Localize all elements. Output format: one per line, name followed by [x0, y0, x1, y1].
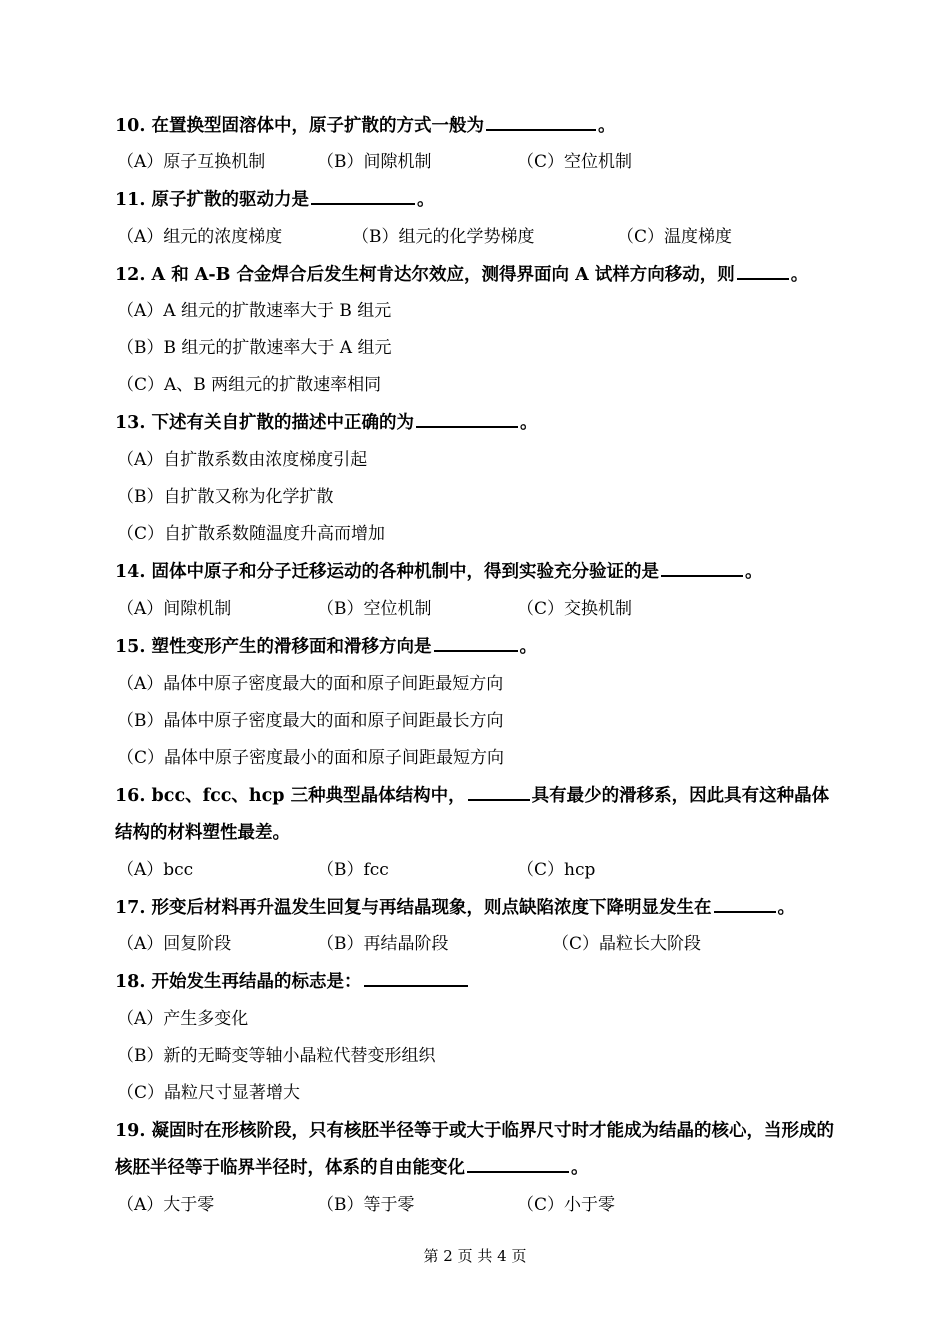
- option-b[interactable]: （B）新的无畸变等轴小晶粒代替变形组织: [117, 1046, 436, 1066]
- question-stem: 固体中原子和分子迁移运动的各种机制中，得到实验充分验证的是: [151, 562, 660, 582]
- answer-blank[interactable]: [661, 574, 743, 577]
- option-b[interactable]: （B）组元的化学势梯度: [352, 227, 535, 247]
- option-a[interactable]: （A）回复阶段: [117, 934, 232, 954]
- option-b[interactable]: （B）等于零: [317, 1195, 415, 1215]
- option-c[interactable]: （C）晶粒尺寸显著增大: [117, 1083, 301, 1103]
- option-c[interactable]: （C）A、B 两组元的扩散速率相同: [117, 375, 382, 395]
- question-19: 19. 凝固时在形核阶段，只有核胚半径等于或大于临界尺寸时才能成为结晶的核心，当形成的核胚半径等于临界半径时，体系的自由能变化 。: [115, 1121, 835, 1178]
- question-number: 16.: [115, 786, 146, 806]
- question-number: 13.: [115, 413, 146, 433]
- page-footer: [0, 1244, 950, 1268]
- question-stem: 形变后材料再升温发生回复与再结晶现象，则点缺陷浓度下降明显发生在: [151, 898, 712, 918]
- answer-blank[interactable]: [364, 984, 468, 987]
- answer-blank[interactable]: [714, 910, 776, 913]
- question-number: 18.: [115, 972, 146, 992]
- question-12: 12. A 和 A-B 合金焊合后发生柯肯达尔效应，测得界面向 A 试样方向移动，则 。: [115, 265, 809, 285]
- question-stem: bcc、fcc、hcp 三种典型晶体结构中，: [151, 786, 466, 806]
- option-a[interactable]: （A）自扩散系数由浓度梯度引起: [117, 450, 368, 470]
- page-number-text: 第 2 页 共 4 页: [423, 1247, 527, 1265]
- question-number: 10.: [115, 116, 146, 136]
- option-c[interactable]: （C）晶体中原子密度最小的面和原子间距最短方向: [117, 748, 505, 768]
- option-a[interactable]: （A）bcc: [117, 860, 194, 880]
- option-c[interactable]: （C）空位机制: [517, 152, 633, 172]
- option-b[interactable]: （B）晶体中原子密度最大的面和原子间距最长方向: [117, 711, 504, 731]
- question-15: 15. 塑性变形产生的滑移面和滑移方向是 。: [115, 637, 538, 657]
- option-c[interactable]: （C）晶粒长大阶段: [552, 934, 702, 954]
- question-stem: A 和 A-B 合金焊合后发生柯肯达尔效应，测得界面向 A 试样方向移动，则: [151, 265, 735, 285]
- question-number: 11.: [115, 190, 146, 210]
- answer-blank[interactable]: [467, 1170, 569, 1173]
- option-b[interactable]: （B）空位机制: [317, 599, 432, 619]
- question-16: 16. bcc、fcc、hcp 三种典型晶体结构中， 具有最少的滑移系，因此具有这种晶体结构的材料塑性最差。: [115, 786, 830, 843]
- option-a[interactable]: （A）大于零: [117, 1195, 215, 1215]
- question-number: 15.: [115, 637, 146, 657]
- answer-blank[interactable]: [311, 202, 415, 205]
- option-b[interactable]: （B）fcc: [317, 860, 389, 880]
- option-b[interactable]: （B）间隙机制: [317, 152, 432, 172]
- question-number: 17.: [115, 898, 146, 918]
- question-number: 19.: [115, 1121, 146, 1141]
- option-b[interactable]: （B）自扩散又称为化学扩散: [117, 487, 334, 507]
- question-stem: 在置换型固溶体中，原子扩散的方式一般为: [151, 116, 485, 136]
- option-a[interactable]: （A）A 组元的扩散速率大于 B 组元: [117, 301, 392, 321]
- option-c[interactable]: （C）hcp: [517, 860, 596, 880]
- question-stem: 开始发生再结晶的标志是：: [151, 972, 362, 992]
- question-10: 10. 在置换型固溶体中，原子扩散的方式一般为 。: [115, 116, 616, 136]
- answer-blank[interactable]: [486, 128, 596, 131]
- option-a[interactable]: （A）组元的浓度梯度: [117, 227, 283, 247]
- question-stem: 塑性变形产生的滑移面和滑移方向是: [151, 637, 432, 657]
- option-c[interactable]: （C）自扩散系数随温度升高而增加: [117, 524, 386, 544]
- question-number: 12.: [115, 265, 146, 285]
- question-17: 17. 形变后材料再升温发生回复与再结晶现象，则点缺陷浓度下降明显发生在 。: [115, 898, 796, 918]
- option-a[interactable]: （A）产生多变化: [117, 1009, 249, 1029]
- option-a[interactable]: （A）原子互换机制: [117, 152, 266, 172]
- answer-blank[interactable]: [737, 277, 789, 280]
- option-c[interactable]: （C）温度梯度: [617, 227, 733, 247]
- question-number: 14.: [115, 562, 146, 582]
- question-11: 11. 原子扩散的驱动力是 。: [115, 190, 435, 210]
- answer-blank[interactable]: [416, 425, 518, 428]
- option-c[interactable]: （C）交换机制: [517, 599, 633, 619]
- option-a[interactable]: （A）晶体中原子密度最大的面和原子间距最短方向: [117, 674, 504, 694]
- question-14: 14. 固体中原子和分子迁移运动的各种机制中，得到实验充分验证的是 。: [115, 562, 763, 582]
- question-stem: 原子扩散的驱动力是: [151, 190, 310, 210]
- option-b[interactable]: （B）B 组元的扩散速率大于 A 组元: [117, 338, 392, 358]
- option-c[interactable]: （C）小于零: [517, 1195, 616, 1215]
- question-stem: 凝固时在形核阶段，只有核胚半径等于或大于临界尺寸时才能成为结晶的核心，当形成的核胚半径等于临界半径时，体系的自由能变化: [115, 1121, 835, 1178]
- question-13: 13. 下述有关自扩散的描述中正确的为 。: [115, 413, 538, 433]
- answer-blank[interactable]: [468, 798, 530, 801]
- question-18: [115, 964, 845, 1001]
- answer-blank[interactable]: [434, 649, 518, 652]
- option-b[interactable]: （B）再结晶阶段: [317, 934, 449, 954]
- question-stem: 下述有关自扩散的描述中正确的为: [151, 413, 415, 433]
- option-a[interactable]: （A）间隙机制: [117, 599, 232, 619]
